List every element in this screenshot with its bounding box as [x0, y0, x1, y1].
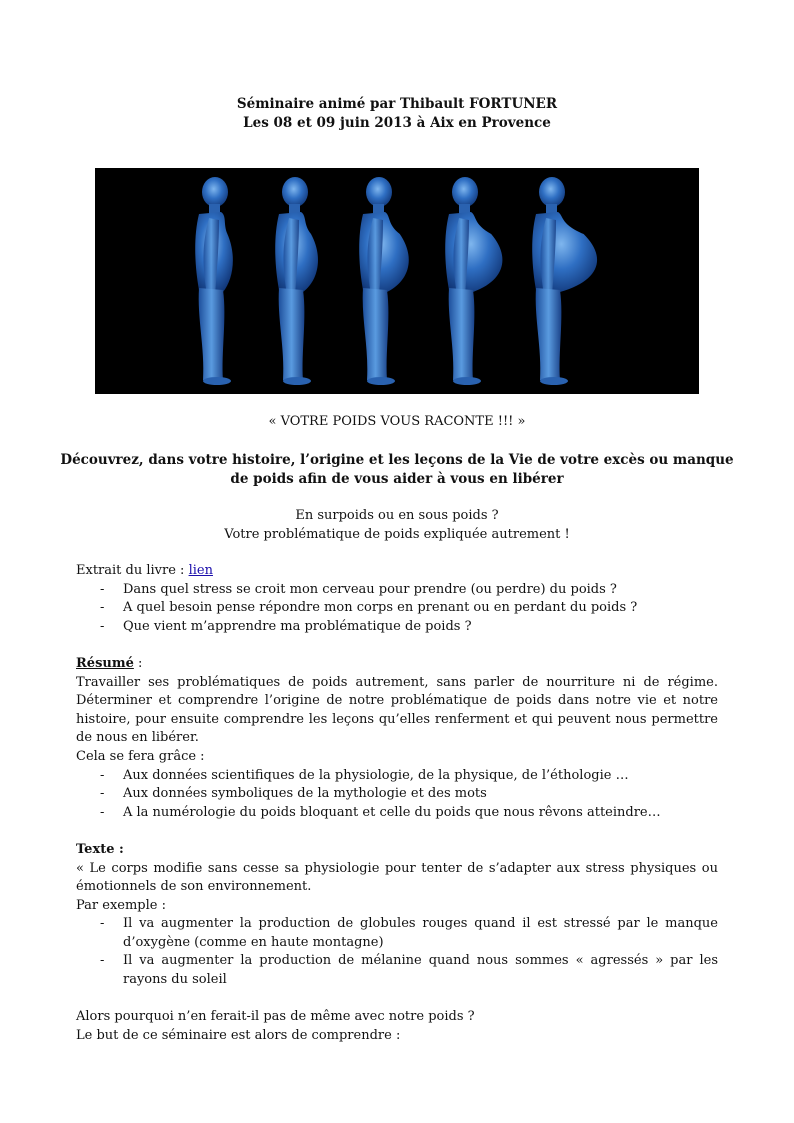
list-item: - Il va augmenter la production de globules rouges quand il est stressé par le manque d’oxygène (comme en haute montagne) — [100, 916, 718, 950]
slogan: « VOTRE POIDS VOUS RACONTE !!! » — [268, 414, 526, 429]
header-line-1: Séminaire animé par Thibault FORTUNER — [236, 96, 558, 112]
subtitle-line-1: Découvrez, dans votre histoire, l’origine et les leçons de la Vie de votre excès ou manque — [60, 452, 734, 468]
silhouettes-illustration — [95, 168, 699, 394]
bullet-dash: - — [100, 767, 105, 783]
closing-line-2: Le but de ce séminaire est alors de comprendre : — [76, 1027, 401, 1043]
resume-line-4: de nous en libérer. — [76, 730, 199, 746]
body-figure — [445, 177, 502, 385]
header-line-2: Les 08 et 09 juin 2013 à Aix en Provence — [243, 115, 551, 131]
bullet-dash: - — [100, 618, 105, 634]
texte-intro: Par exemple : — [76, 897, 166, 913]
document-body — [76, 562, 718, 1045]
extract-link[interactable]: lien — [188, 563, 213, 578]
list-item: - A la numérologie du poids bloquant et celle du poids que nous rêvons atteindre… — [76, 804, 718, 823]
question-line-1: En surpoids ou en sous poids ? — [295, 508, 499, 523]
extract-line — [76, 562, 718, 581]
body-figure — [532, 177, 597, 385]
body-silhouettes-image — [95, 168, 699, 394]
list-item: - Aux données scientifiques de la physiologie, de la physique, de l’éthologie … — [76, 767, 718, 786]
bullet-dash: - — [100, 581, 105, 597]
resume-line-2: Déterminer et comprendre l’origine de notre problématique de poids dans notre vie et notre — [76, 693, 718, 709]
body-figure — [359, 177, 409, 385]
subtitle — [60, 451, 734, 489]
body-figure — [275, 177, 318, 385]
extract-label: Extrait du livre : — [76, 563, 189, 578]
closing-line-1: Alors pourquoi n’en ferait-il pas de même avec notre poids ? — [76, 1009, 475, 1025]
texte-heading: Texte : — [76, 841, 124, 857]
list-item: - A quel besoin pense répondre mon corps en prenant ou en perdant du poids ? — [76, 599, 718, 618]
resume-line-1: Travailler ses problématiques de poids autrement, sans parler de nourriture ni de régime. — [76, 674, 718, 690]
bullet-dash: - — [100, 953, 105, 969]
question-line-2: Votre problématique de poids expliquée autrement ! — [224, 527, 570, 542]
texte-line-2: émotionnels de son environnement. — [76, 879, 312, 895]
seminar-header — [0, 95, 794, 133]
texte-line-1: « Le corps modifie sans cesse sa physiologie pour tenter de s’adapter aux stress physiques ou — [76, 860, 718, 876]
resume-heading: Résumé — [76, 655, 134, 671]
resume-colon: : — [133, 655, 143, 671]
body-figure — [195, 177, 233, 385]
extract-list — [76, 581, 718, 637]
subtitle-line-2: de poids afin de vous aider à vous en libérer — [230, 471, 564, 487]
bullet-dash: - — [100, 916, 105, 932]
bullet-dash: - — [100, 786, 105, 802]
texte-list — [76, 915, 718, 989]
resume-line-3: histoire, pour ensuite comprendre les leçons qu’elles renferment et qui peuvent nous permettre — [76, 711, 718, 727]
bullet-dash: - — [100, 804, 105, 820]
list-item: - Que vient m’apprendre ma problématique de poids ? — [76, 618, 718, 637]
list-item: - Il va augmenter la production de mélanine quand nous sommes « agressés » par les rayons du soleil — [100, 953, 718, 988]
bullet-dash: - — [100, 600, 105, 616]
resume-heading-line — [76, 655, 718, 674]
list-item: - Aux données symboliques de la mythologie et des mots — [76, 785, 718, 804]
questions — [0, 506, 794, 544]
list-item: - Dans quel stress se croit mon cerveau pour prendre (ou perdre) du poids ? — [76, 581, 718, 600]
resume-list — [76, 767, 718, 823]
resume-intro: Cela se fera grâce : — [76, 748, 205, 764]
